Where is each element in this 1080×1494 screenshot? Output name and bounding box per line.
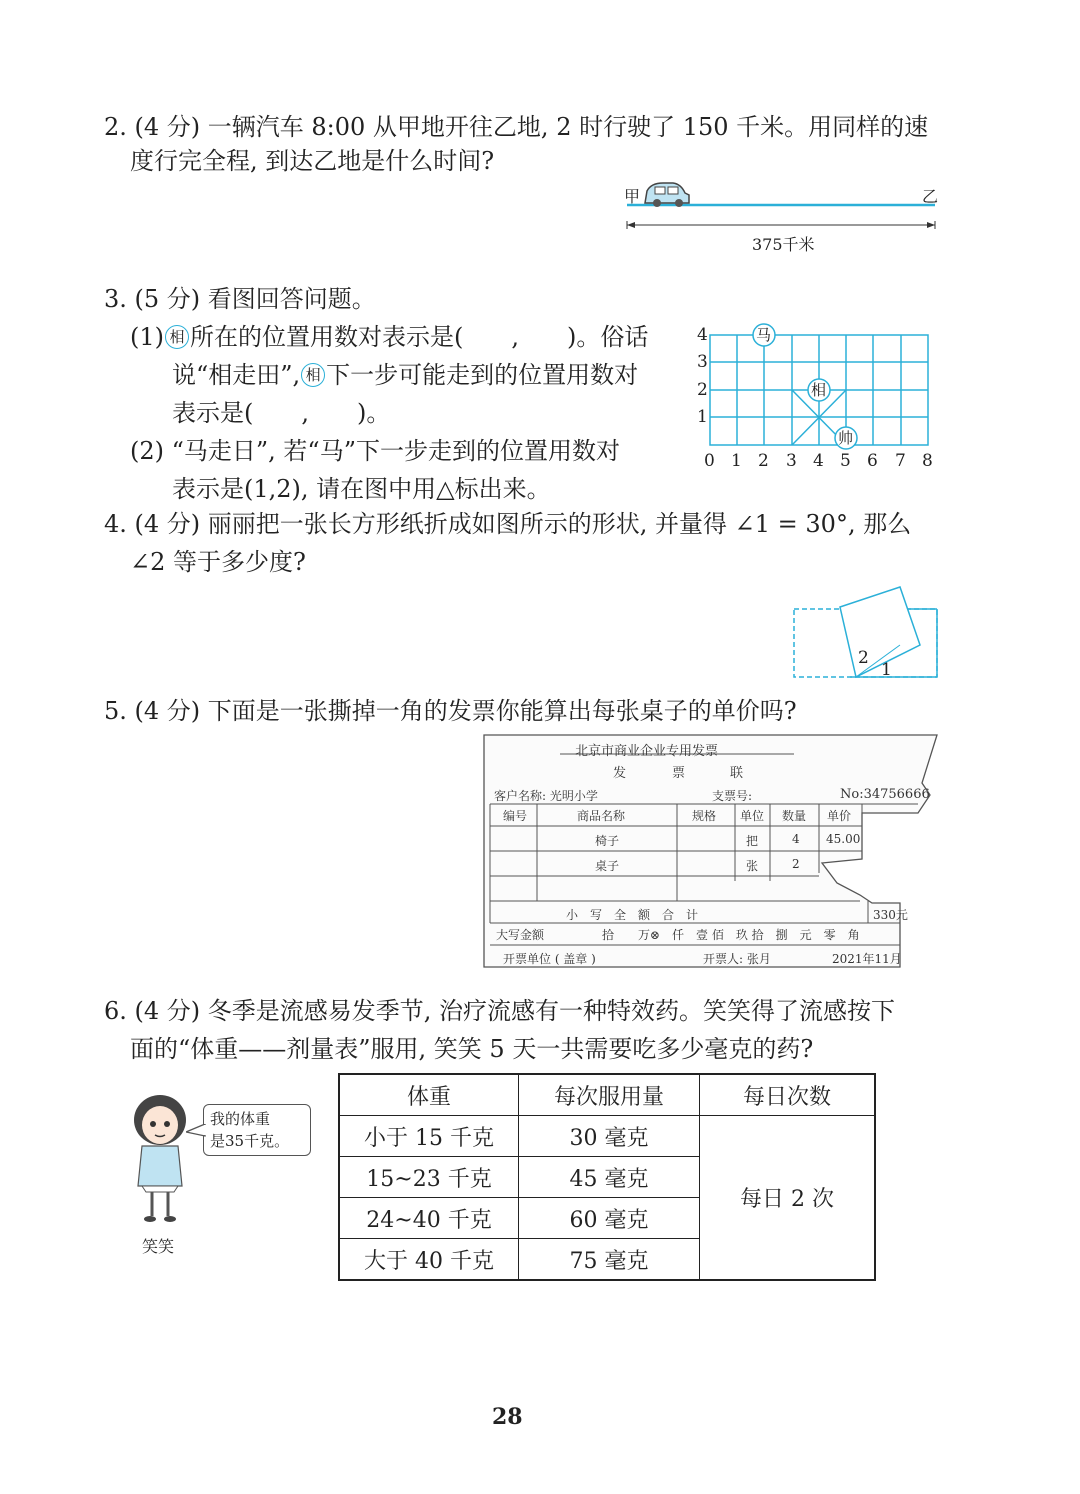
weight-cell: 大于 40 千克 — [339, 1239, 519, 1281]
y-tick: 4 — [697, 325, 708, 345]
q3-part1-prefix: (1) — [130, 323, 164, 351]
x-tick: 7 — [895, 451, 906, 471]
q3-part1-b-post: 下一步可能走到的位置用数对 — [326, 361, 639, 389]
distance-label: 375千米 — [752, 235, 815, 254]
ma-piece-label: 马 — [756, 326, 772, 344]
invoice-issuer: 开票人: 张月 — [703, 952, 771, 966]
page-number: 28 — [492, 1404, 523, 1430]
invoice-row-unit: 张 — [746, 859, 759, 873]
xiang-piece-icon: 相 — [165, 325, 189, 349]
weight-cell: 15~23 千克 — [339, 1157, 519, 1198]
dose-cell: 30 毫克 — [519, 1116, 700, 1157]
invoice-number: No:34756666 — [840, 787, 930, 802]
invoice-row-name: 桌子 — [595, 859, 620, 873]
end-label: 乙 — [922, 187, 939, 206]
invoice-header-spec: 规格 — [692, 809, 717, 823]
speech-bubble — [203, 1104, 311, 1156]
invoice-header-id: 编号 — [503, 809, 528, 823]
bubble-line1: 我的体重 — [210, 1110, 271, 1128]
invoice-header-unit: 单位 — [740, 809, 765, 823]
q3-part1-b-pre: 说“相走田”, — [172, 361, 301, 389]
angle-2-label: 2 — [858, 648, 869, 668]
q6-line1: 6. (4 分) 冬季是流感易发季节, 治疗流感有一种特效药。笑笑得了流感按下 — [104, 997, 896, 1025]
q4-line2: ∠2 等于多少度? — [130, 548, 306, 576]
y-tick: 2 — [697, 380, 708, 400]
xiaoxiao-character-icon — [120, 1092, 200, 1232]
frequency-cell: 每日 2 次 — [700, 1116, 876, 1281]
invoice-row-qty: 2 — [792, 857, 800, 871]
xiang-piece-label: 相 — [811, 381, 827, 399]
invoice-check-no: 支票号: — [712, 789, 753, 803]
y-tick: 1 — [697, 407, 708, 427]
header-dose: 每次服用量 — [519, 1074, 700, 1116]
x-tick: 0 — [704, 451, 715, 471]
invoice-subtitle-1: 发 — [613, 766, 627, 781]
q3-part2-a: (2) “马走日”, 若“马”下一步走到的位置用数对 — [130, 437, 620, 465]
q4-line1: 4. (4 分) 丽丽把一张长方形纸折成如图所示的形状, 并量得 ∠1 = 30°, 那么 — [104, 510, 912, 538]
x-tick: 6 — [867, 451, 878, 471]
invoice-subtotal-label: 小 写 全 额 合 计 — [566, 908, 699, 922]
y-tick: 3 — [697, 352, 708, 372]
invoice-row-qty: 4 — [792, 832, 800, 846]
invoice-capital-label: 大写金额 — [496, 928, 545, 942]
invoice-subtotal-value: 330元 — [873, 908, 908, 922]
invoice-header-name: 商品名称 — [577, 809, 626, 823]
invoice-capital-units: 拾 万⊗ 仟 壹 佰 玖 拾 捌 元 零 角 — [602, 928, 860, 942]
q3-part1-b — [172, 356, 638, 394]
q3-part2-b: 表示是(1,2), 请在图中用△标出来。 — [172, 475, 551, 503]
invoice-subtitle-2: 票 — [672, 766, 686, 781]
weight-cell: 小于 15 千克 — [339, 1116, 519, 1157]
invoice-row-price: 45.00 — [826, 832, 861, 846]
x-tick: 2 — [758, 451, 769, 471]
header-frequency: 每日次数 — [700, 1074, 876, 1116]
invoice-date: 2021年11月 — [832, 952, 902, 966]
q2-line1: 2. (4 分) 一辆汽车 8:00 从甲地开往乙地, 2 时行驶了 150 千米。用同样的速 — [104, 113, 929, 141]
table-header-row — [339, 1074, 875, 1116]
x-tick: 8 — [922, 451, 933, 471]
header-weight: 体重 — [339, 1074, 519, 1116]
car-icon — [645, 183, 689, 207]
x-tick: 5 — [840, 451, 851, 471]
q3-part1-c: 表示是( , )。 — [172, 399, 391, 427]
invoice-title: 北京市商业企业专用发票 — [575, 744, 719, 759]
q2-line2: 度行完全程, 到达乙地是什么时间? — [130, 147, 495, 175]
invoice-header-qty: 数量 — [782, 809, 807, 823]
q6-line2: 面的“体重——剂量表”服用, 笑笑 5 天一共需要吃多少毫克的药? — [130, 1035, 814, 1063]
dose-cell: 75 毫克 — [519, 1239, 700, 1281]
invoice-header-price: 单价 — [827, 809, 852, 823]
q3-part1-a — [130, 318, 648, 356]
invoice-row-unit: 把 — [746, 834, 759, 848]
xiang-piece-icon-2: 相 — [301, 363, 325, 387]
dose-cell: 60 毫克 — [519, 1198, 700, 1239]
table-row — [339, 1116, 875, 1157]
weight-cell: 24~40 千克 — [339, 1198, 519, 1239]
invoice-customer: 客户名称: 光明小学 — [494, 789, 598, 803]
q3-title: 3. (5 分) 看图回答问题。 — [104, 285, 376, 313]
bubble-tail — [186, 1124, 206, 1138]
q3-part1-text: 所在的位置用数对表示是( , )。俗话 — [190, 323, 649, 351]
angle-1-label: 1 — [881, 660, 892, 680]
x-tick: 4 — [813, 451, 824, 471]
invoice-row-name: 椅子 — [595, 834, 620, 848]
dosage-table — [338, 1073, 876, 1281]
q5-line1: 5. (4 分) 下面是一张撕掉一角的发票你能算出每张桌子的单价吗? — [104, 697, 797, 725]
character-name: 笑笑 — [142, 1237, 175, 1256]
shuai-piece-label: 帅 — [838, 429, 854, 447]
bubble-line2: 是35千克。 — [210, 1132, 290, 1150]
start-label: 甲 — [624, 187, 641, 206]
x-tick: 1 — [731, 451, 742, 471]
invoice-subtitle-3: 联 — [730, 766, 744, 781]
x-tick: 3 — [786, 451, 797, 471]
invoice-issuer-unit: 开票单位 ( 盖章 ) — [503, 952, 596, 966]
dose-cell: 45 毫克 — [519, 1157, 700, 1198]
